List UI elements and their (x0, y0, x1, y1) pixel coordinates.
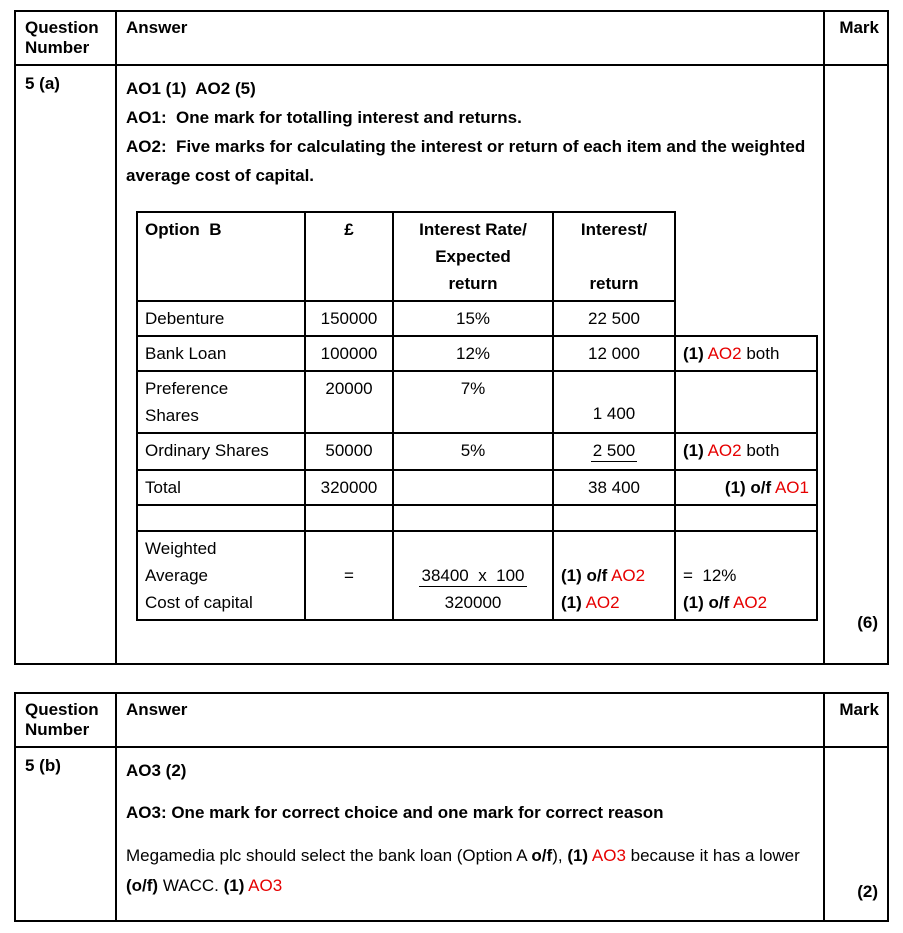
calc-header-interest-line1: Interest/ (580, 220, 648, 239)
calc-row-ordinary-shares (137, 433, 817, 470)
wacc-numerator: 38400 x 100 (421, 566, 525, 585)
wacc-equals: = (344, 566, 354, 585)
wacc-equals-cell (305, 531, 393, 620)
calc-header-interest-line2: return (589, 274, 639, 293)
table-a-header-row (16, 12, 887, 66)
wacc-label-line2: Average (145, 566, 209, 585)
wacc-numerator-line (401, 562, 545, 589)
wacc-result-note: (1) o/f AO2 (683, 593, 768, 612)
total-interest: 38 400 (553, 470, 675, 505)
question-number-header-b: Question Number (16, 694, 117, 746)
ao-allocation-5a: AO1 (1) AO2 (5) (126, 79, 256, 98)
wacc-note1: (1) o/f AO2 (561, 566, 646, 585)
debenture-interest: 22 500 (553, 301, 675, 336)
wacc-result: = 12% (683, 566, 737, 585)
preference-name (137, 371, 305, 433)
ordinary-mark-note: (1) AO2 both (675, 433, 817, 470)
wacc-notes-cell (553, 531, 675, 620)
calc-header-currency: £ (305, 212, 393, 301)
wacc-label-line3: Cost of capital (145, 593, 253, 612)
ao2-guidance: AO2: Five marks for calculating the interest or return of each item and the weighted average cost of capital. (126, 137, 810, 185)
answer-header: Answer (117, 12, 825, 64)
calc-header-row (137, 212, 817, 301)
answer-header-b: Answer (117, 694, 825, 746)
calc-row-bank-loan (137, 336, 817, 371)
calc-header-interest (553, 212, 675, 301)
ordinary-rate: 5% (393, 433, 553, 470)
bank-loan-rate: 12% (393, 336, 553, 371)
preference-note-cell (675, 371, 817, 433)
mark-header-b: Mark (839, 700, 879, 719)
question-number-5a: 5 (a) (16, 66, 117, 663)
debenture-note-spacer (675, 301, 817, 336)
debenture-rate: 15% (393, 301, 553, 336)
answer-cell-5b (117, 748, 825, 920)
mark-cell-5a (825, 66, 887, 663)
wacc-result-cell (675, 531, 817, 620)
wacc-note2: (1) AO2 (561, 593, 620, 612)
question-5a-row (16, 66, 887, 663)
total-rate-empty (393, 470, 553, 505)
mark-value-5b: (2) (857, 882, 878, 901)
bank-loan-interest: 12 000 (553, 336, 675, 371)
calc-row-spacer (137, 505, 817, 531)
mark-cell-5b (825, 748, 887, 920)
table-b-header-row (16, 694, 887, 748)
question-number-5b: 5 (b) (16, 748, 117, 920)
preference-rate: 7% (393, 371, 553, 433)
ao1-guidance: AO1: One mark for totalling interest and returns. (126, 108, 522, 127)
answer-text-5b: Megamedia plc should select the bank loan (Option A o/f), (1) AO3 because it has a lower (o/f) WACC. (1) AO3 (126, 846, 805, 895)
calc-row-debenture (137, 301, 817, 336)
bank-loan-amount: 100000 (305, 336, 393, 371)
calc-row-wacc (137, 531, 817, 620)
wacc-calc-table (136, 211, 818, 621)
preference-interest: 1 400 (553, 371, 675, 433)
ordinary-name: Ordinary Shares (137, 433, 305, 470)
calc-header-rate-line3: return (448, 274, 498, 293)
preference-amount: 20000 (305, 371, 393, 433)
ao3-guidance: AO3: One mark for correct choice and one mark for correct reason (126, 803, 664, 822)
ordinary-interest-cell (553, 433, 675, 470)
ordinary-amount: 50000 (305, 433, 393, 470)
preference-name-line2: Shares (145, 406, 199, 425)
question-5b-row (16, 748, 887, 920)
wacc-denominator: 320000 (444, 593, 502, 612)
mark-value-5a: (6) (857, 613, 878, 632)
question-5b-section (14, 692, 889, 922)
question-number-header: Question Number (16, 12, 117, 64)
total-amount: 320000 (305, 470, 393, 505)
total-mark-note: (1) o/f AO1 (675, 470, 817, 505)
mark-header: Mark (839, 18, 879, 37)
bank-loan-name: Bank Loan (137, 336, 305, 371)
calc-header-rate (393, 212, 553, 301)
calc-row-preference-shares (137, 371, 817, 433)
answer-cell-5a (117, 66, 825, 663)
wacc-label-line1: Weighted (145, 539, 217, 558)
ordinary-interest-value: 2 500 (592, 441, 636, 460)
debenture-amount: 150000 (305, 301, 393, 336)
question-5a-section (14, 10, 889, 665)
wacc-label (137, 531, 305, 620)
ao-allocation-5b: AO3 (2) (126, 761, 187, 780)
bank-loan-mark-note: (1) AO2 both (675, 336, 817, 371)
calc-row-total (137, 470, 817, 505)
calc-header-rate-line1: Interest Rate/ (419, 220, 527, 239)
total-label: Total (137, 470, 305, 505)
calc-header-option: Option B (137, 212, 305, 301)
calc-header-rate-line2: Expected (435, 247, 511, 266)
wacc-fraction-cell (393, 531, 553, 620)
calc-header-note-spacer (675, 212, 817, 301)
preference-name-line1: Preference (145, 379, 229, 398)
debenture-name: Debenture (137, 301, 305, 336)
